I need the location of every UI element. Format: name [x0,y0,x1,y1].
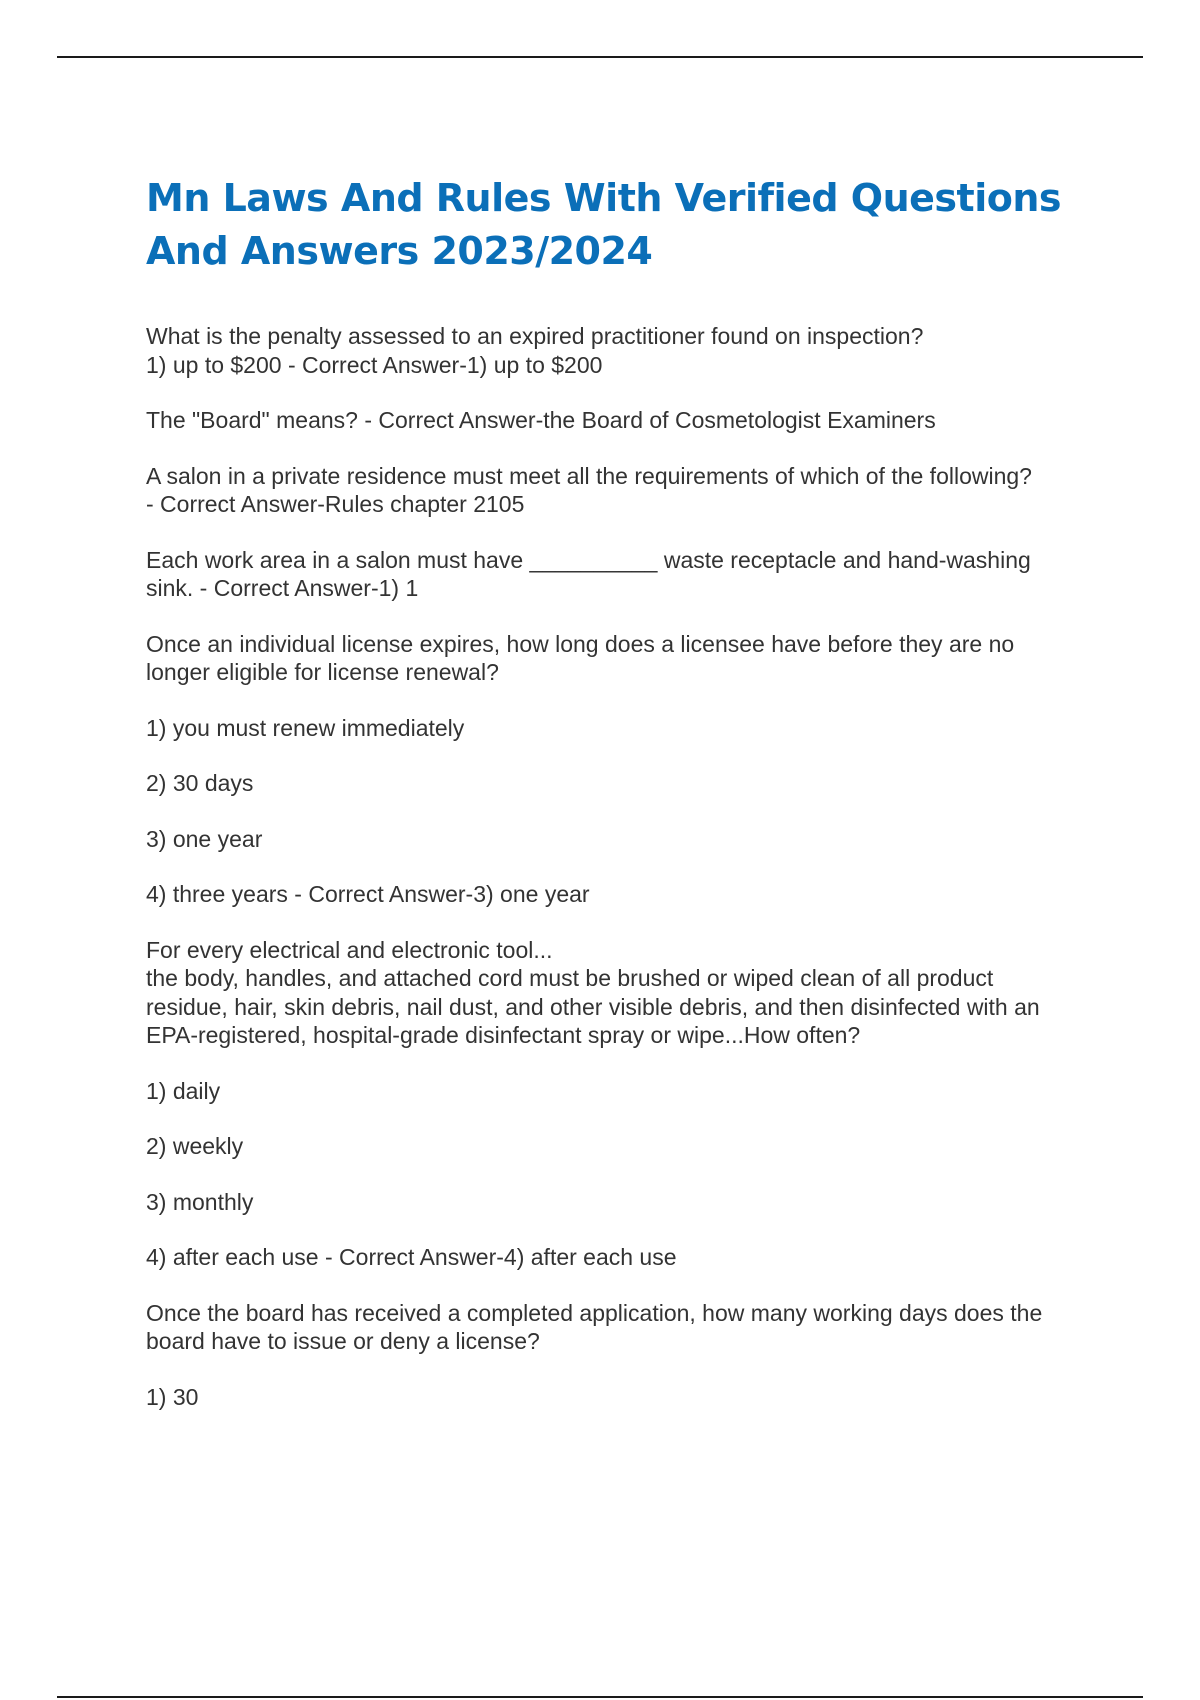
title-line-2: And Answers 2023/2024 [146,229,653,273]
text-line: - Correct Answer-Rules chapter 2105 [146,491,525,517]
text-line: 3) one year [146,825,263,852]
text-line: 3) monthly [146,1188,254,1215]
text-line: A salon in a private residence must meet all the requirements of which of the following? [146,462,1032,489]
qa-paragraph [146,630,1106,687]
title-line-1: Mn Laws And Rules With Verified Questions [146,176,1061,220]
text-line: 4) after each use - Correct Answer-4) after each use [146,1244,677,1270]
bottom-rule [57,1696,1143,1698]
text-line: sink. - Correct Answer-1) 1 [146,575,419,601]
text-line: For every electrical and electronic tool... [146,936,553,963]
qa-paragraph [146,825,1106,854]
text-line: The "Board" means? - Correct Answer-the Board of Cosmetologist Examiners [146,407,936,433]
qa-paragraph [146,769,1106,798]
text-line: 2) 30 days [146,770,254,796]
text-line: longer eligible for license renewal? [146,659,499,685]
text-line: the body, handles, and attached cord must be brushed or wiped clean of all product [146,965,994,991]
qa-paragraph [146,1132,1106,1161]
qa-paragraph [146,936,1106,1050]
text-line: residue, hair, skin debris, nail dust, and other visible debris, and then disinfected with an [146,993,1040,1020]
qa-paragraph [146,546,1106,603]
text-line: board have to issue or deny a license? [146,1328,540,1354]
text-line: 1) up to $200 - Correct Answer-1) up to $200 [146,351,603,378]
qa-paragraph [146,322,1106,379]
text-line: What is the penalty assessed to an expired practitioner found on inspection? [146,323,924,349]
qa-paragraph [146,1077,1106,1106]
qa-paragraph [146,1243,1106,1272]
qa-paragraph [146,1188,1106,1217]
document-title [146,172,1106,278]
qa-paragraph [146,714,1106,743]
qa-paragraph [146,462,1106,519]
qa-paragraph [146,1383,1106,1412]
text-line: Once an individual license expires, how long does a licensee have before they are no [146,630,1015,657]
text-line: 4) three years - Correct Answer-3) one year [146,881,590,907]
text-line: EPA-registered, hospital-grade disinfectant spray or wipe...How often? [146,1022,861,1048]
text-line: 1) 30 [146,1383,199,1410]
text-line: 2) weekly [146,1133,244,1159]
qa-paragraph [146,880,1106,909]
text-line: 1) daily [146,1077,221,1104]
text-line: Each work area in a salon must have __________ waste receptacle and hand-washing [146,546,1031,573]
qa-paragraph [146,1299,1106,1356]
qa-paragraph [146,406,1106,435]
text-line: 1) you must renew immediately [146,714,465,741]
text-line: Once the board has received a completed application, how many working days does the [146,1299,1043,1326]
document-body [146,322,1106,1438]
top-rule [57,56,1143,58]
